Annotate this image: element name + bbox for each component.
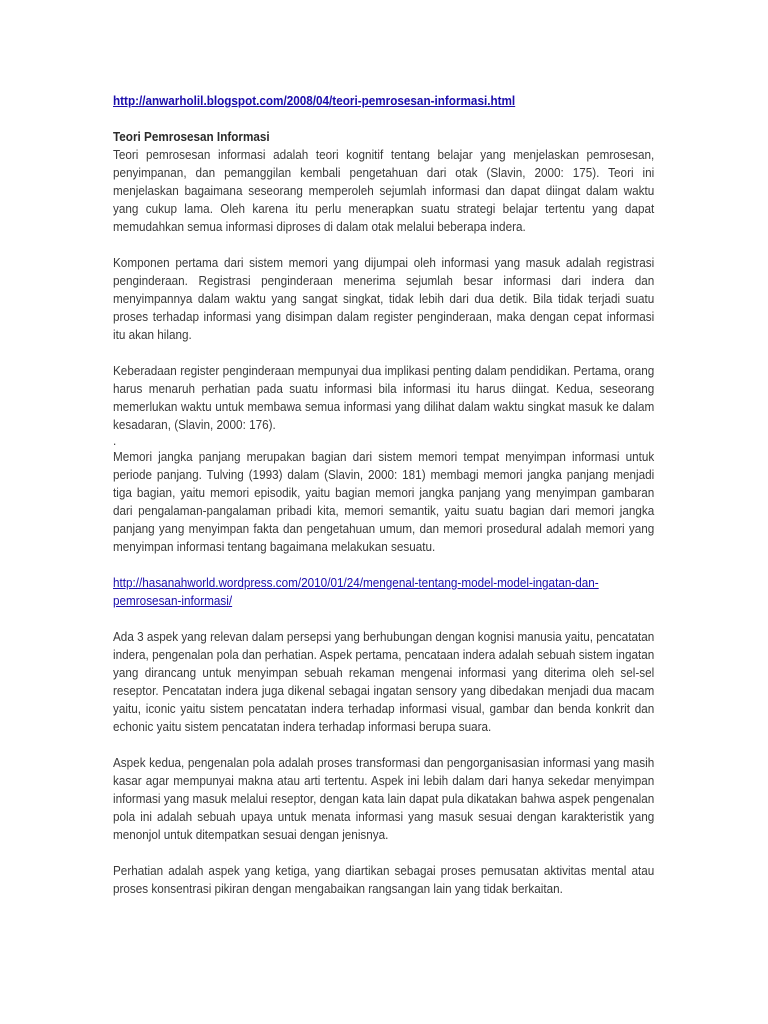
paragraph-4: Memori jangka panjang merupakan bagian dari sistem memori tempat menyimpan informasi untuk periode panjang. Tulving (1993) dalam (Slavin, 2000: 181) membagi memori jangka panjang menjadi tiga bagian, yaitu memori episodik, yaitu bagian memori jangka panjang yang menyimpan gambaran dari pengalaman-pangalaman pribadi kita, memori semantik, yaitu suatu bagian dari memori jangka panjang yang menyimpan fakta dan pengetahuan umum, dan memori prosedural adalah memori yang menyimpan informasi tentang bagaimana melakukan sesuatu. xyxy=(113,450,655,554)
section-heading: Teori Pemrosesan Informasi xyxy=(113,130,270,144)
spacer xyxy=(113,556,654,574)
paragraph-6: Aspek kedua, pengenalan pola adalah proses transformasi dan pengorganisasian informasi yang masih kasar agar mempunyai makna atau arti tertentu. Aspek ini lebih dalam dari hanya sekedar menyimpan informasi yang masuk melalui reseptor, dengan kata lain dapat pula dikatakan bahwa aspek pengenalan pola ini adalah sebuah upaya untuk menata informasi yang masuk sesuai dengan karakteristik yang menonjol untuk ditempatkan sesuai dengan jenisnya. xyxy=(113,756,655,842)
source-link-1[interactable]: http://anwarholil.blogspot.com/2008/04/teori-pemrosesan-informasi.html xyxy=(113,94,516,108)
paragraph-5: Ada 3 aspek yang relevan dalam persepsi yang berhubungan dengan kognisi manusia yaitu, pencatatan indera, pengenalan pola dan perhatian. Aspek pertama, pencataan indera adalah sebuah sistem ingatan yang dirancang untuk menyimpan sebuah rekaman mengenai informasi yang diterima oleh sel-sel reseptor. Pencatatan indera juga dikenal sebagai ingatan sensory yang dibedakan menjadi dua macam yaitu, iconic yaitu sistem pencatatan indera terhadap informasi visual, gambar dan benda konkrit dan echonic yaitu sistem pencatatan indera terhadap informasi berupa suara. xyxy=(113,630,655,734)
stray-dot: . xyxy=(113,434,117,448)
paragraph-7: Perhatian adalah aspek yang ketiga, yang diartikan sebagai proses pemusatan aktivitas mental atau proses konsentrasi pikiran dengan mengabaikan rangsangan lain yang tidak berkaitan. xyxy=(113,864,655,896)
spacer xyxy=(113,844,654,862)
source-link-2[interactable]: http://hasanahworld.wordpress.com/2010/01/24/mengenal-tentang-model-model-ingatan-dan-pemrosesan-informasi/ xyxy=(113,576,599,608)
spacer xyxy=(113,236,654,254)
paragraph-1: Teori pemrosesan informasi adalah teori kognitif tentang belajar yang menjelaskan pemrosesan, penyimpanan, dan pemanggilan kembali pengetahuan dari otak (Slavin, 2000: 175). Teori ini menjelaskan bagaimana seseorang memperoleh sejumlah informasi dan dapat diingat dalam waktu yang cukup lama. Oleh karena itu perlu menerapkan suatu strategi belajar tertentu yang dapat memudahkan semua informasi diproses di dalam otak melalui beberapa indera. xyxy=(113,148,655,234)
spacer xyxy=(113,736,654,754)
paragraph-2: Komponen pertama dari sistem memori yang dijumpai oleh informasi yang masuk adalah registrasi penginderaan. Registrasi penginderaan menerima sejumlah besar informasi dari indera dan menyimpannya dalam waktu yang sangat singkat, tidak lebih dari dua detik. Bila tidak terjadi suatu proses terhadap informasi yang disimpan dalam register penginderaan, maka dengan cepat informasi itu akan hilang. xyxy=(113,256,655,342)
spacer xyxy=(113,610,654,628)
paragraph-3: Keberadaan register penginderaan mempunyai dua implikasi penting dalam pendidikan. Pertama, orang harus menaruh perhatian pada suatu informasi bila informasi itu harus diingat. Kedua, seseorang memerlukan waktu untuk membawa semua informasi yang dilihat dalam waktu singkat masuk ke dalam kesadaran, (Slavin, 2000: 176). xyxy=(113,364,655,432)
spacer xyxy=(113,110,654,128)
spacer xyxy=(113,344,654,362)
document-page xyxy=(113,92,654,898)
